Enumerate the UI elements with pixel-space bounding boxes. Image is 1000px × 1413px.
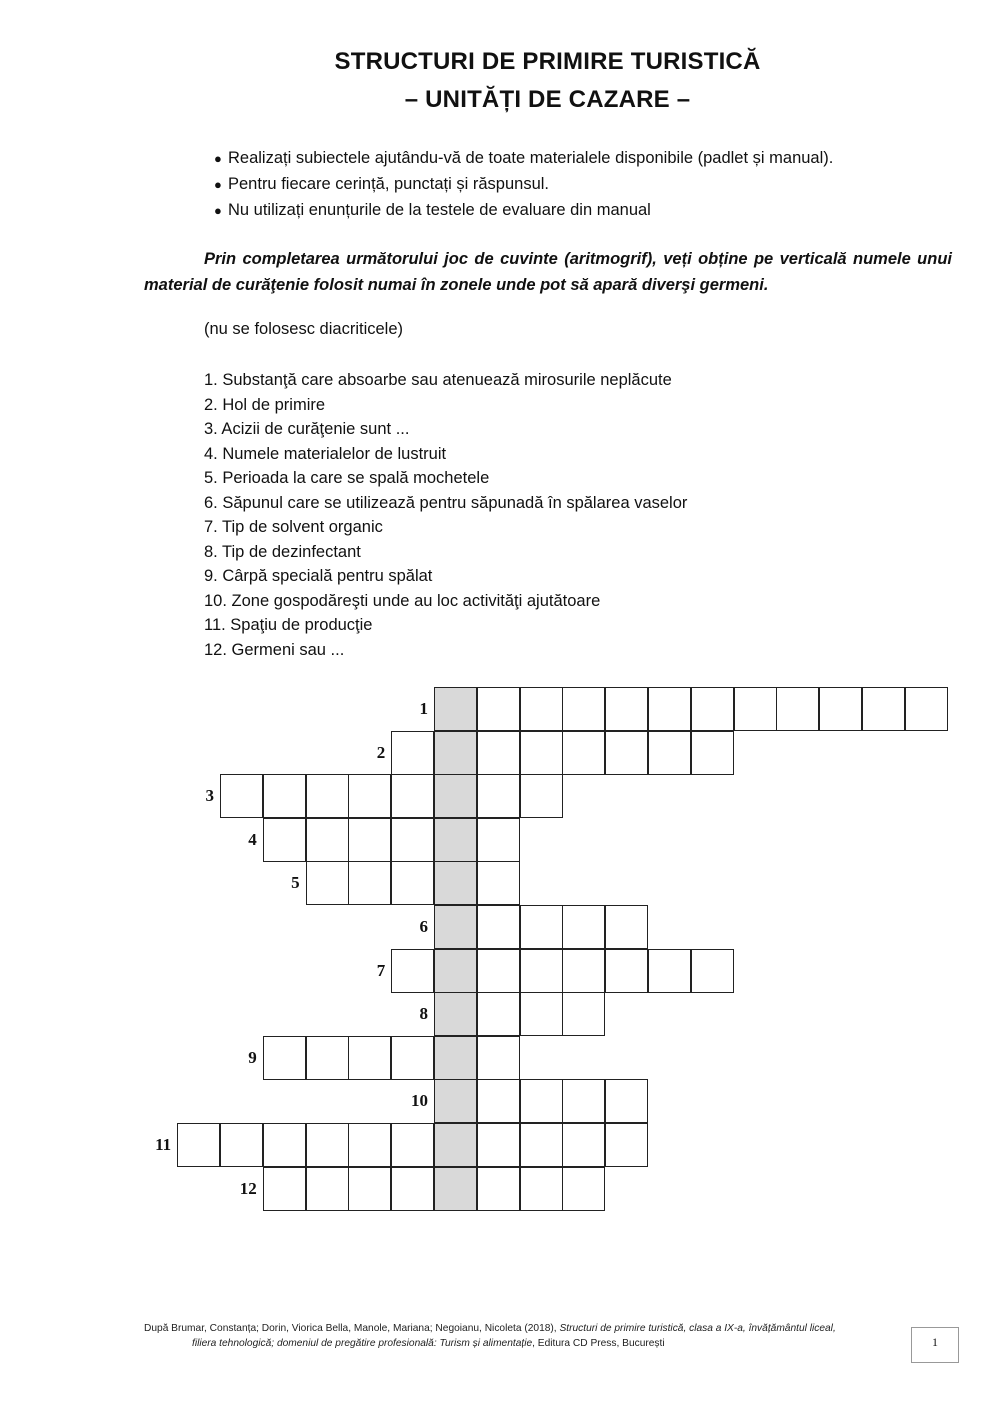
answer-cell[interactable] — [477, 774, 520, 818]
key-cell[interactable] — [434, 949, 477, 993]
row-number: 2 — [376, 742, 386, 762]
clue-item: 10. Zone gospodăreşti unde au loc activităţi ajutătoare — [204, 591, 601, 610]
answer-cell[interactable] — [391, 1036, 434, 1080]
answer-cell[interactable] — [477, 905, 520, 949]
clue-item: 7. Tip de solvent organic — [204, 518, 383, 536]
clue-item: 5. Perioada la care se spală mochetele — [204, 469, 490, 487]
answer-cell[interactable] — [691, 949, 734, 993]
answer-cell[interactable] — [562, 731, 605, 775]
answer-cell[interactable] — [520, 1167, 563, 1211]
answer-cell[interactable] — [391, 1167, 434, 1211]
answer-cell[interactable] — [691, 687, 734, 731]
answer-cell[interactable] — [263, 1123, 306, 1167]
key-cell[interactable] — [434, 861, 477, 905]
answer-cell[interactable] — [734, 687, 777, 731]
answer-cell[interactable] — [306, 1036, 349, 1080]
clue-item: 8. Tip de dezinfectant — [204, 542, 361, 561]
row-number: 10 — [411, 1091, 428, 1111]
answer-cell[interactable] — [348, 1036, 391, 1080]
answer-cell[interactable] — [562, 905, 605, 949]
answer-cell[interactable] — [605, 905, 648, 949]
row-number: 4 — [248, 829, 257, 849]
answer-cell[interactable] — [391, 774, 434, 818]
answer-cell[interactable] — [263, 1036, 306, 1080]
answer-cell[interactable] — [562, 687, 605, 731]
key-cell[interactable] — [434, 731, 477, 775]
answer-cell[interactable] — [562, 1079, 605, 1123]
key-cell[interactable] — [434, 1123, 477, 1167]
row-number: 3 — [205, 786, 214, 806]
answer-cell[interactable] — [263, 1167, 306, 1211]
key-cell[interactable] — [434, 1079, 477, 1123]
clue-item: 11. Spaţiu de producţie — [204, 616, 373, 634]
answer-cell[interactable] — [819, 687, 862, 731]
answer-cell[interactable] — [648, 687, 691, 731]
answer-cell[interactable] — [177, 1123, 220, 1167]
answer-cell[interactable] — [306, 861, 349, 905]
answer-cell[interactable] — [605, 949, 648, 993]
answer-cell[interactable] — [605, 1123, 648, 1167]
answer-cell[interactable] — [520, 992, 563, 1036]
clue-item: 9. Cârpă specială pentru spălat — [204, 567, 433, 585]
answer-cell[interactable] — [306, 1123, 349, 1167]
answer-cell[interactable] — [562, 1167, 605, 1211]
clue-item: 12. Germeni sau ... — [204, 640, 345, 659]
answer-cell[interactable] — [520, 1079, 563, 1123]
row-number: 12 — [239, 1178, 257, 1198]
key-cell[interactable] — [434, 905, 477, 949]
answer-cell[interactable] — [477, 687, 520, 731]
answer-cell[interactable] — [306, 774, 349, 818]
bullet-icon: ● — [214, 177, 222, 192]
answer-cell[interactable] — [306, 818, 349, 862]
instruction-item: ● Pentru fiecare cerință, punctați și răspunsul. — [214, 171, 833, 197]
answer-cell[interactable] — [905, 687, 948, 731]
key-cell[interactable] — [434, 774, 477, 818]
answer-cell[interactable] — [520, 949, 563, 993]
answer-cell[interactable] — [306, 1167, 349, 1211]
answer-cell[interactable] — [477, 1036, 520, 1080]
answer-cell[interactable] — [520, 1123, 563, 1167]
key-cell[interactable] — [434, 1036, 477, 1080]
intro-paragraph: Prin completarea următorului joc de cuvinte (aritmogrif), veți obține pe verticală numele unui material de curăţenie folosit numai în zonele unde pot să apară diverşi germeni. — [144, 250, 952, 294]
answer-cell[interactable] — [348, 818, 391, 862]
instruction-item: ● Realizați subiectele ajutându-vă de toate materialele disponibile (padlet și manual). — [214, 145, 833, 171]
clue-item: 2. Hol de primire — [204, 395, 326, 414]
answer-cell[interactable] — [562, 949, 605, 993]
key-cell[interactable] — [434, 687, 477, 731]
answer-cell[interactable] — [520, 687, 563, 731]
answer-cell[interactable] — [605, 731, 648, 775]
answer-cell[interactable] — [348, 774, 391, 818]
answer-cell[interactable] — [477, 818, 520, 862]
clue-item: 6. Săpunul care se utilizează pentru săpunadă în spălarea vaselor — [204, 493, 688, 512]
clue-item: 4. Numele materialelor de lustruit — [204, 444, 447, 463]
row-number: 8 — [419, 1004, 428, 1024]
answer-cell[interactable] — [520, 774, 563, 818]
clue-item: 3. Acizii de curăţenie sunt ... — [204, 420, 410, 438]
answer-cell[interactable] — [691, 731, 734, 775]
diacritics-note: (nu se folosesc diacriticele) — [204, 320, 403, 338]
answer-cell[interactable] — [391, 1123, 434, 1167]
footer-line-2: filiera tehnologică; domeniul de pregătire profesională: Turism și alimentație, Editura CD Press, București — [192, 1338, 665, 1349]
row-number: 9 — [248, 1047, 257, 1067]
answer-cell[interactable] — [391, 818, 434, 862]
footer-line-1: După Brumar, Constanța; Dorin, Viorica Bella, Manole, Mariana; Negoianu, Nicoleta (2018), Structuri de primire turistică, clasa a IX-a, învățământul liceal, — [144, 1323, 836, 1334]
answer-cell[interactable] — [520, 905, 563, 949]
answer-cell[interactable] — [391, 949, 434, 993]
answer-cell[interactable] — [562, 992, 605, 1036]
answer-cell[interactable] — [520, 731, 563, 775]
answer-cell[interactable] — [348, 1123, 391, 1167]
answer-cell[interactable] — [862, 687, 905, 731]
answer-cell[interactable] — [263, 774, 306, 818]
answer-cell[interactable] — [477, 731, 520, 775]
row-number: 7 — [376, 960, 386, 980]
clue-item: 1. Substanţă care absoarbe sau atenuează mirosurile neplăcute — [204, 371, 672, 389]
answer-cell[interactable] — [477, 949, 520, 993]
answer-cell[interactable] — [477, 1167, 520, 1211]
answer-cell[interactable] — [648, 731, 691, 775]
answer-cell[interactable] — [263, 818, 306, 862]
page-number: 1 — [911, 1327, 959, 1363]
page-title-line-2: – UNITĂȚI DE CAZARE – — [404, 86, 691, 113]
row-number: 1 — [419, 699, 428, 718]
answer-cell[interactable] — [391, 861, 434, 905]
answer-cell[interactable] — [348, 1167, 391, 1211]
answer-cell[interactable] — [477, 861, 520, 905]
answer-cell[interactable] — [220, 1123, 263, 1167]
key-cell[interactable] — [434, 818, 477, 862]
answer-cell[interactable] — [477, 1123, 520, 1167]
instruction-item: ● Nu utilizați enunțurile de la testele de evaluare din manual — [214, 197, 833, 223]
answer-cell[interactable] — [220, 774, 263, 818]
row-number: 6 — [419, 917, 428, 936]
row-number: 5 — [291, 873, 300, 893]
key-cell[interactable] — [434, 992, 477, 1036]
answer-cell[interactable] — [648, 949, 691, 993]
row-number: 11 — [155, 1135, 172, 1154]
answer-cell[interactable] — [562, 1123, 605, 1167]
page-title-line-1: STRUCTURI DE PRIMIRE TURISTICĂ — [334, 48, 761, 75]
answer-cell[interactable] — [348, 861, 391, 905]
answer-cell[interactable] — [477, 992, 520, 1036]
answer-cell[interactable] — [477, 1079, 520, 1123]
footer-citation — [144, 1321, 914, 1351]
bullet-icon: ● — [214, 203, 222, 218]
bullet-icon: ● — [214, 151, 222, 166]
answer-cell[interactable] — [391, 731, 434, 775]
answer-cell[interactable] — [605, 687, 648, 731]
answer-cell[interactable] — [776, 687, 819, 731]
answer-cell[interactable] — [605, 1079, 648, 1123]
key-cell[interactable] — [434, 1167, 477, 1211]
